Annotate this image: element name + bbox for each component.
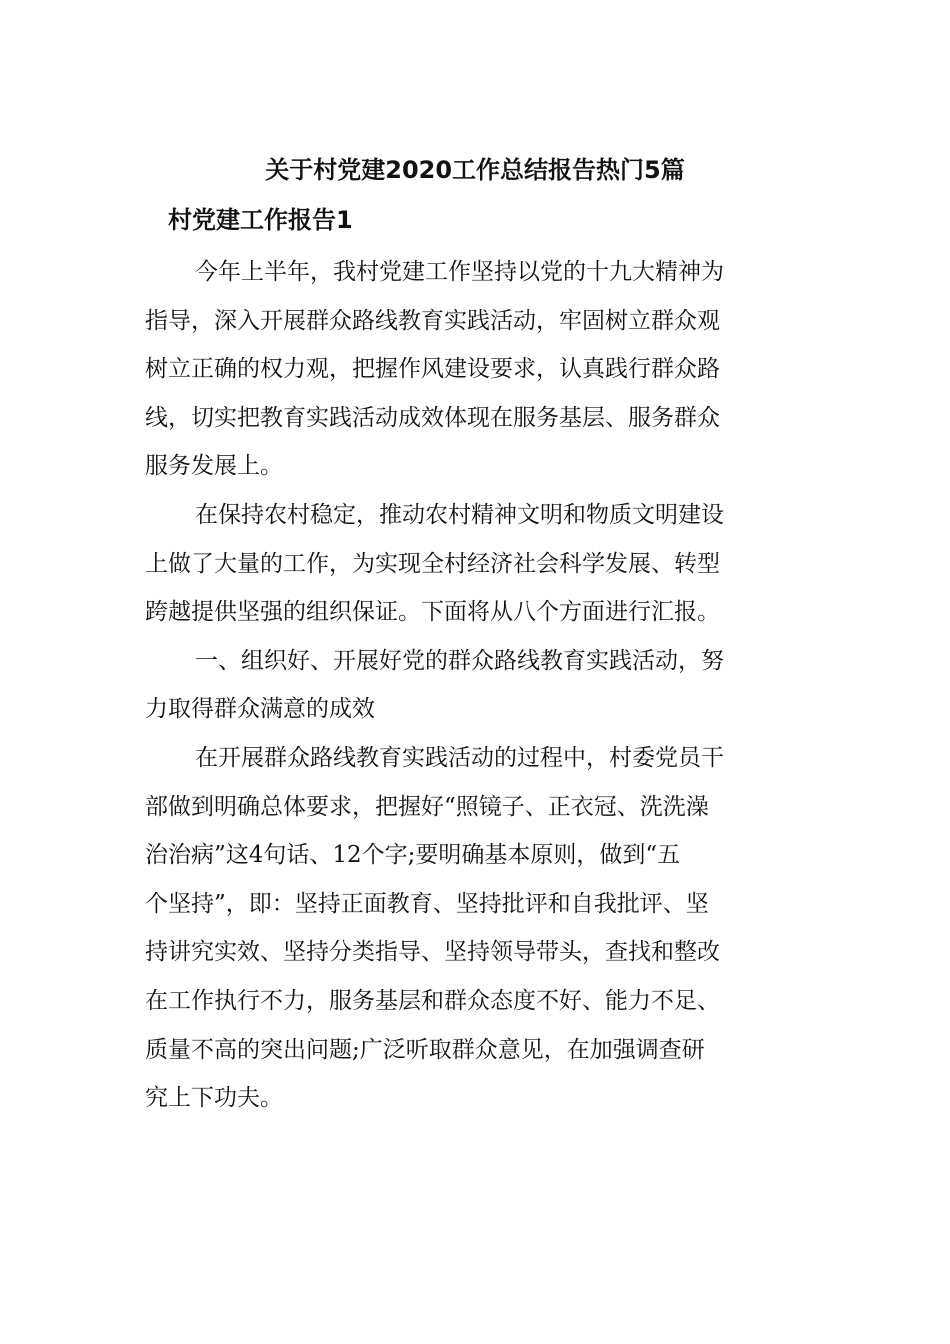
- paragraph-4: [145, 734, 793, 1123]
- paragraph-line: 力取得群众满意的成效: [145, 696, 375, 723]
- paragraph-line: 今年上半年，我村党建工作坚持以党的十九大精神为: [195, 259, 724, 285]
- paragraph-line: 跨越提供坚强的组织保证。下面将从八个方面进行汇报。: [145, 599, 720, 626]
- document-body: [145, 248, 793, 1123]
- paragraph-line: 在工作执行不力，服务基层和群众态度不好、能力不足、: [145, 987, 720, 1014]
- paragraph-line: 治治病”这4句话、12个字;要明确基本原则，做到“五: [145, 842, 681, 869]
- paragraph-line: 指导，深入开展群众路线教育实践活动，牢固树立群众观: [145, 307, 720, 334]
- document-title: 关于村党建2020工作总结报告热门5篇: [265, 156, 685, 184]
- paragraph-3: [145, 637, 793, 734]
- paragraph-line: 部做到明确总体要求，把握好“照镜子、正衣冠、洗洗澡: [145, 793, 709, 820]
- paragraph-line: 树立正确的权力观，把握作风建设要求，认真践行群众路: [145, 356, 720, 383]
- paragraph-line: 持讲究实效、坚持分类指导、坚持领导带头，查找和整改: [145, 939, 720, 966]
- paragraph-line: 服务发展上。: [145, 453, 283, 480]
- paragraph-line: 质量不高的突出问题;广泛听取群众意见，在加强调查研: [145, 1036, 705, 1063]
- paragraph-line: 究上下功夫。: [145, 1085, 283, 1112]
- section-heading: 村党建工作报告1: [168, 206, 353, 234]
- paragraph-line: 线，切实把教育实践活动成效体现在服务基层、服务群众: [145, 404, 720, 431]
- paragraph-1: [145, 248, 793, 491]
- paragraph-line: 个坚持”，即：坚持正面教育、坚持批评和自我批评、坚: [145, 890, 709, 917]
- paragraph-2: [145, 491, 793, 637]
- paragraph-line: 一、组织好、开展好党的群众路线教育实践活动，努: [195, 647, 724, 674]
- paragraph-line: 在保持农村稳定，推动农村精神文明和物质文明建设: [195, 501, 724, 528]
- paragraph-line: 在开展群众路线教育实践活动的过程中，村委党员干: [195, 744, 724, 771]
- paragraph-line: 上做了大量的工作，为实现全村经济社会科学发展、转型: [145, 550, 720, 577]
